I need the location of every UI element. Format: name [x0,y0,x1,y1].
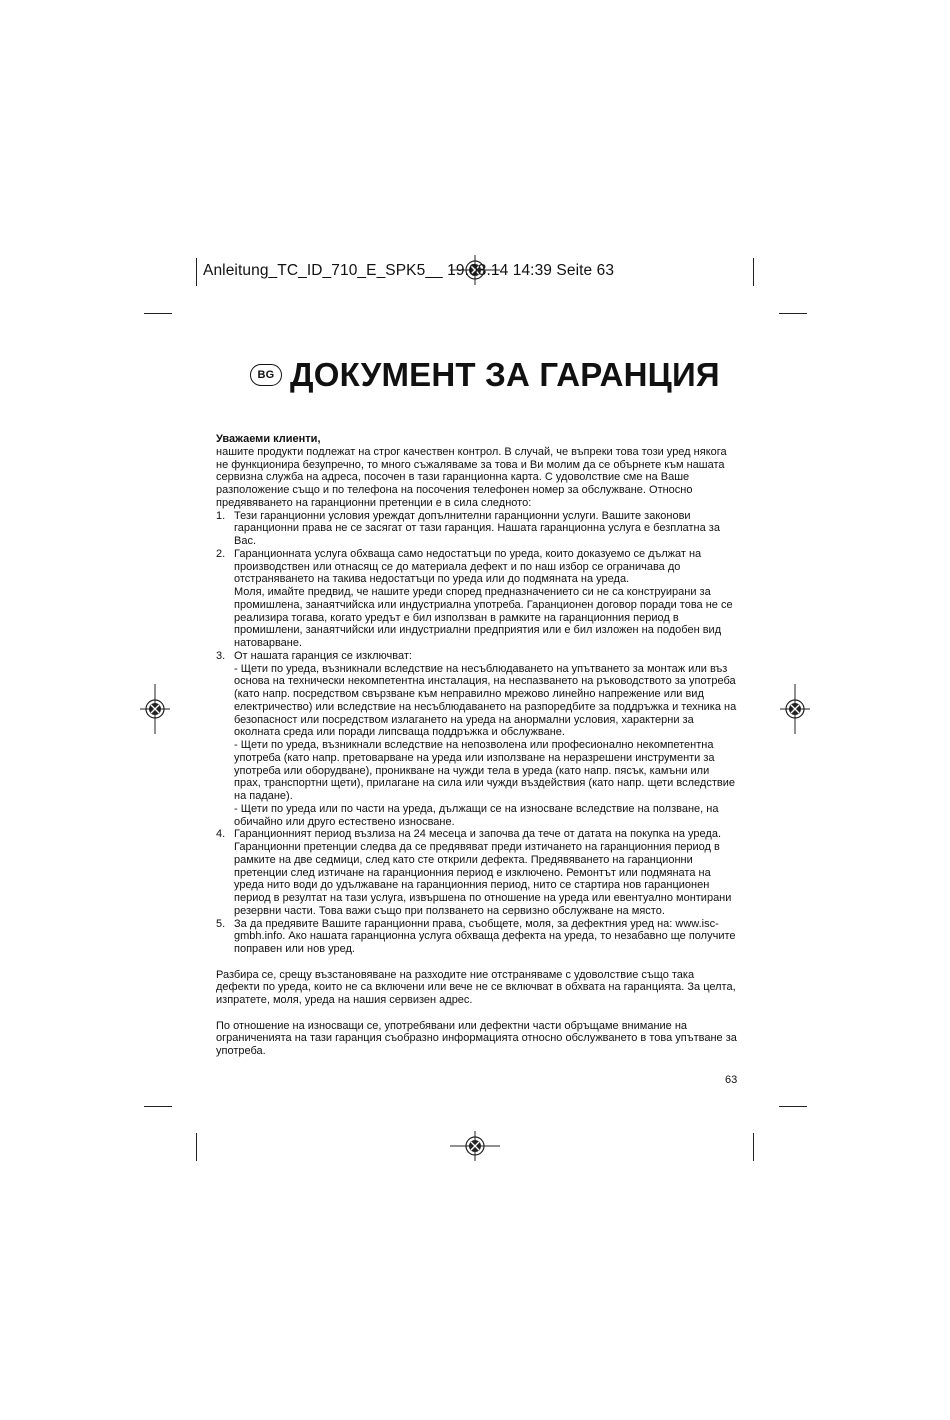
list-paragraph: - Щети по уреда или по части на уреда, дължащи се на износване вследствие на ползване, на обичайно или друго естествено износване. [234,802,719,828]
closing-paragraph-2: По отношение на износващи се, употребявани или дефектни части обръщаме внимание на ограниченията на тази гаранция съобразно информацията относно обслужването в това упътване за употреба. [216,1019,737,1057]
list-item-3 [216,650,738,829]
list-paragraph: Моля, имайте предвид, че нашите уреди според предназначението си не са конструирани за промишлена, занаятчийска или индустриална употреба. Гаранционен договор поради това не се реализира тогава, когато уредът е бил използван в рамките на гаранционния период в промишлени, занаятчийски или индустриални предприятия или е бил изложен на подобен вид натоварване. [234,586,733,649]
page-title [250,356,720,394]
list-paragraph: Гаранционният период възлиза на 24 месеца и започва да тече от датата на покупка на уреда. Гаранционни претенции следва да се предявяват преди изтичането на гаранционния период в рамките на две седмици, след като сте открили дефекта. Предявяването на гаранционни претенции след изтичане на гаранционния период е изключено. Ремонтът или подмяната на уреда нито води до удължаване на гаранционния период, нито се стартира нов гаранционен период в резултат на тази услуга, извършена по отношение на уреда или евентуално монтирани резервни части. Това важи също при ползването на сервизно обслужване на място. [234,828,732,917]
intro-paragraph: нашите продукти подлежат на строг качествен контрол. В случай, че въпреки това този уред някога не функционира безупречно, то много съжаляваме за това и Ви молим да се обърнете към нашата сервизна служба на адреса, посочен в тази гаранционна карта. С удоволствие сме на Ваше разположение също и по телефона на посочения телефонен номер за обслужване. Относно предявяването на гаранционни претенции е в сила следното: [216,445,727,509]
list-paragraph: За да предявите Вашите гаранционни права, съобщете, моля, за дефектния уред на: www.isc-gmbh.info. Ако нашата гаранционна услуга обхваща дефекта на уреда, то незабавно ще получите поправен или нов уред. [234,917,736,955]
list-paragraph: - Щети по уреда, възникнали вследствие на несъблюдаването на упътването за монтаж или въз основа на технически некомпетентна инсталация, на неспазването на ръководството за употреба (като напр. посредством свързване към неправилно мрежово линейно напрежение или вид електричество) или вследствие на несъблюдаването на разпоредбите за поддръжка и техника на безопасност или посредством излагането на уреда на анормални условия, характерни за околната среда или поради липсваща поддръжка и обслужване. [234,662,737,739]
closing-paragraph-1: Разбира се, срещу възстановяване на разходите ние отстраняваме с удоволствие също така дефекти по уреда, които не са включени или вече не се включват в обхвата на гаранцията. За целта, изпратете, моля, уреда на нашия сервизен адрес. [216,968,736,1006]
crop-mark-right-upper [779,313,807,314]
list-paragraph: Тези гаранционни условия уреждат допълнителни гаранционни услуги. Вашите законови гаранционни права не се засягат от тази гаранция. Нашата гаранционна услуга е безплатна за Вас. [234,509,720,547]
greeting: Уважаеми клиенти, [216,433,321,445]
print-slug: Anleitung_TC_ID_710_E_SPK5__ 19.03.14 14:39 Seite 63 [203,262,615,279]
crop-mark-left-lower [144,1106,172,1107]
crop-mark-left-upper [144,313,172,314]
crop-mark-right-lower [779,1106,807,1107]
list-number: 2. [216,547,226,560]
registration-mark-bottom-icon [450,1131,500,1161]
crop-mark-top-left [196,258,197,286]
list-paragraph: От нашата гаранция се изключват: [234,649,412,662]
list-paragraph: - Щети по уреда, възникнали вследствие на непозволена или професионално некомпетентна употреба (като напр. претоварване на уреда или използване на неразрешени инструменти за употреба или оборудване), проникване на чужди тела в уреда (като напр. пясък, камъни или прах, транспортни щети), прилагане на сила или чужди въздействия (като напр. щети вследствие на падане). [234,739,735,802]
list-item-2 [216,548,738,650]
title-text: ДОКУМЕНТ ЗА ГАРАНЦИЯ [290,356,720,393]
list-number: 1. [216,509,226,522]
crop-mark-bottom-right [753,1133,754,1161]
list-item-5 [216,918,738,956]
registration-mark-left-icon [140,684,170,734]
spacer [216,1007,738,1020]
warranty-text [216,433,738,1058]
language-badge: BG [250,364,282,386]
list-number: 5. [216,917,226,930]
list-item-1 [216,510,738,548]
registration-mark-right-icon [780,684,810,734]
spacer [216,956,738,969]
list-paragraph: Гаранционната услуга обхваща само недостатъци по уреда, които доказуемо се дължат на производствен или отнасящ се до материала дефект и по наш избор се ограничава до отстраняването на такива недостатъци по уреда или до подмяната на уреда. [234,547,702,586]
list-number: 3. [216,649,226,662]
page-number: 63 [725,1074,738,1086]
crop-mark-top-right [753,258,754,286]
list-item-4 [216,828,738,917]
list-number: 4. [216,828,226,841]
crop-mark-bottom-left [196,1133,197,1161]
